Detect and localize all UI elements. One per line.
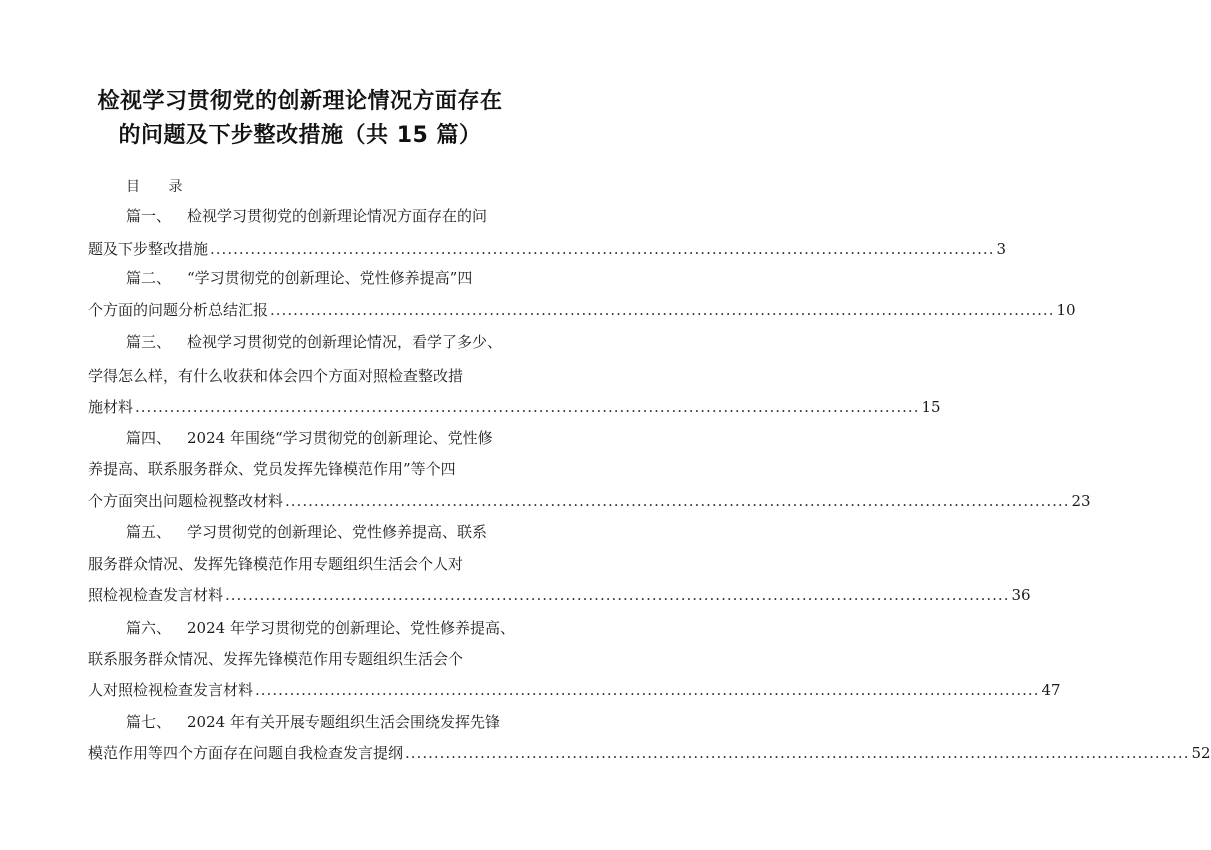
- toc-entry-text: 施材料: [88, 398, 134, 416]
- toc-entry-6-line2[interactable]: [88, 646, 514, 672]
- toc-entry-5-line1[interactable]: [126, 519, 514, 545]
- toc-entry-3-line3[interactable]: [88, 394, 941, 420]
- toc-entry-text: 模范作用等四个方面存在问题自我检查发言提纲: [88, 744, 404, 762]
- toc-entry-4-line3[interactable]: [88, 488, 1091, 514]
- toc-entry-label: 篇四、: [126, 429, 172, 447]
- document-title-line2: 的问题及下步整改措施（共 15 篇）: [118, 123, 482, 148]
- dot-leader: ........................................................................................................................................: [210, 240, 995, 258]
- dot-leader: ........................................................................................................................................: [135, 398, 920, 416]
- toc-entry-7-line2[interactable]: [88, 740, 1211, 766]
- toc-entry-1-line2[interactable]: [88, 236, 1007, 262]
- toc-entry-label: 篇五、: [126, 523, 172, 541]
- toc-entry-label: 篇三、: [126, 333, 172, 351]
- toc-entry-text: 人对照检视检查发言材料: [88, 681, 254, 699]
- toc-entry-5-line2[interactable]: [88, 551, 514, 577]
- toc-entry-2-line2[interactable]: [88, 297, 1076, 323]
- toc-entry-text: 检视学习贯彻党的创新理论情况方面存在的问: [187, 207, 488, 225]
- toc-entry-6-line3[interactable]: [88, 677, 1061, 703]
- toc-entry-text: 服务群众情况、发挥先锋模范作用专题组织生活会个人对: [88, 555, 464, 573]
- toc-entry-2-line1[interactable]: [126, 265, 514, 291]
- toc-entry-3-line2[interactable]: [88, 363, 514, 389]
- toc-heading: 目 录: [126, 179, 195, 195]
- toc-entry-text: 检视学习贯彻党的创新理论情况，看学了多少、: [187, 333, 503, 351]
- toc-entry-7-line1[interactable]: [126, 709, 514, 735]
- toc-entry-label: 篇一、: [126, 207, 172, 225]
- toc-entry-text: “学习贯彻党的创新理论、党性修养提高”四: [187, 269, 473, 287]
- dot-leader: ........................................................................................................................................: [285, 492, 1070, 510]
- toc-entry-page: 23: [1071, 492, 1091, 510]
- toc-entry-text: 题及下步整改措施: [88, 240, 209, 258]
- toc-entry-text: 养提高、联系服务群众、党员发挥先锋模范作用”等个四: [88, 460, 456, 478]
- dot-leader: ........................................................................................................................................: [405, 744, 1190, 762]
- dot-leader: ........................................................................................................................................: [225, 586, 1010, 604]
- toc-entry-text: 2024 年围绕“学习贯彻党的创新理论、党性修: [187, 429, 493, 447]
- toc-entry-1-line1[interactable]: [126, 203, 514, 229]
- dot-leader: ........................................................................................................................................: [255, 681, 1040, 699]
- toc-entry-text: 学习贯彻党的创新理论、党性修养提高、联系: [187, 523, 488, 541]
- toc-entry-page: 52: [1191, 744, 1211, 762]
- toc-entry-text: 联系服务群众情况、发挥先锋模范作用专题组织生活会个: [88, 650, 464, 668]
- toc-entry-page: 15: [921, 398, 941, 416]
- toc-entry-4-line2[interactable]: [88, 456, 514, 482]
- toc-entry-6-line1[interactable]: [126, 615, 514, 641]
- toc-entry-text: 学得怎么样，有什么收获和体会四个方面对照检查整改措: [88, 367, 464, 385]
- document-title-line1: 检视学习贯彻党的创新理论情况方面存在: [97, 89, 503, 114]
- toc-entry-5-line3[interactable]: [88, 582, 1031, 608]
- toc-entry-label: 篇六、: [126, 619, 172, 637]
- toc-entry-page: 36: [1011, 586, 1031, 604]
- toc-entry-page: 3: [996, 240, 1007, 258]
- dot-leader: ........................................................................................................................................: [270, 301, 1055, 319]
- toc-entry-text: 个方面突出问题检视整改材料: [88, 492, 284, 510]
- toc-entry-text: 2024 年学习贯彻党的创新理论、党性修养提高、: [187, 619, 515, 637]
- toc-entry-label: 篇二、: [126, 269, 172, 287]
- toc-entry-3-line1[interactable]: [126, 329, 514, 355]
- toc-entry-page: 47: [1041, 681, 1061, 699]
- toc-entry-4-line1[interactable]: [126, 425, 514, 451]
- toc-entry-label: 篇七、: [126, 713, 172, 731]
- toc-entry-page: 10: [1056, 301, 1076, 319]
- toc-entry-text: 照检视检查发言材料: [88, 586, 224, 604]
- toc-entry-text: 个方面的问题分析总结汇报: [88, 301, 269, 319]
- toc-entry-text: 2024 年有关开展专题组织生活会围绕发挥先锋: [187, 713, 500, 731]
